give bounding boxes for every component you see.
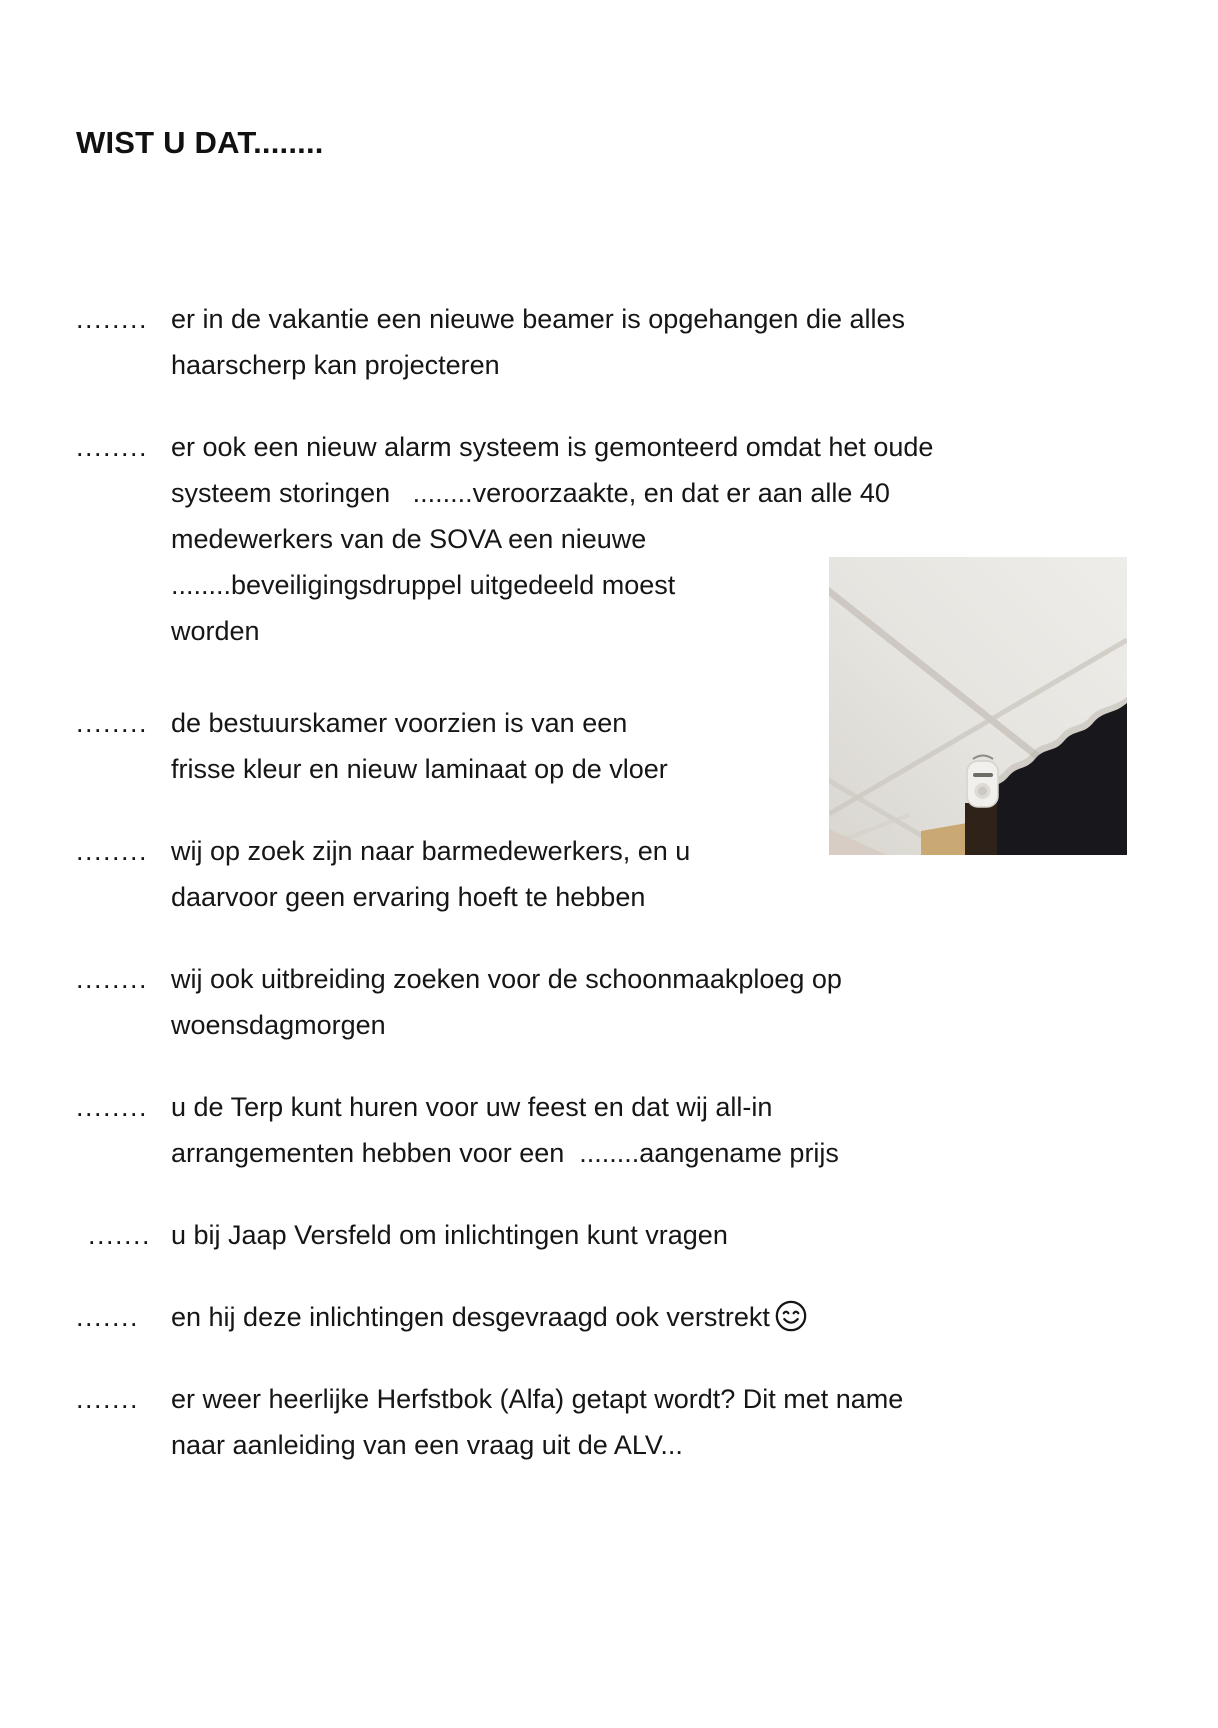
- text-line: wij ook uitbreiding zoeken voor de schoonmaakploeg op: [171, 964, 842, 994]
- text-line: wij op zoek zijn naar barmedewerkers, en u: [171, 836, 691, 866]
- text-line: de bestuurskamer voorzien is van een: [171, 708, 628, 738]
- item-leader-dots: .......: [76, 1384, 140, 1414]
- item-leader-dots: .......: [76, 1302, 140, 1332]
- ceiling-sensor-photo: [829, 557, 1127, 855]
- text-line: haarscherp kan projecteren: [171, 350, 500, 380]
- text-line: arrangementen hebben voor een ........aangename prijs: [171, 1138, 839, 1168]
- item-text: [171, 1084, 1036, 1176]
- list-item: [76, 296, 1036, 388]
- item-leader-dots: ........: [76, 304, 149, 334]
- list-item: [76, 1212, 1036, 1258]
- text-line: u bij Jaap Versfeld om inlichtingen kunt vragen: [171, 1220, 728, 1250]
- item-leader-dots: ........: [76, 836, 149, 866]
- item-text: [171, 1212, 1036, 1258]
- text-line: worden: [171, 616, 260, 646]
- item-text: [171, 296, 1036, 388]
- smiling-face-icon: [774, 1299, 808, 1333]
- list-item: [76, 1376, 1036, 1468]
- text-line: en hij deze inlichtingen desgevraagd ook verstrekt: [171, 1294, 1036, 1340]
- item-text: [171, 1294, 1036, 1340]
- text-line: er in de vakantie een nieuwe beamer is opgehangen die alles: [171, 304, 906, 334]
- text-line: er ook een nieuw alarm systeem is gemonteerd omdat het oude: [171, 432, 934, 462]
- item-leader-dots: ........: [76, 1092, 149, 1122]
- ceiling-photo-graphic: [829, 557, 1127, 855]
- motion-sensor-icon: [967, 756, 998, 808]
- item-leader-dots: .......: [88, 1220, 152, 1250]
- text-line: frisse kleur en nieuw laminaat op de vloer: [171, 754, 668, 784]
- list-item: [76, 1084, 1036, 1176]
- text-line: er weer heerlijke Herfstbok (Alfa) getapt wordt? Dit met name: [171, 1384, 904, 1414]
- text-line: naar aanleiding van een vraag uit de ALV...: [171, 1430, 683, 1460]
- item-text: [171, 1376, 1036, 1468]
- dark-door-band: [965, 803, 997, 855]
- text-line: woensdagmorgen: [171, 1010, 386, 1040]
- list-item: [76, 1294, 1036, 1340]
- text-line: u de Terp kunt huren voor uw feest en dat wij all-in: [171, 1092, 773, 1122]
- item-text: [171, 956, 1036, 1048]
- list-item: [76, 956, 1036, 1048]
- text-line: ........beveiligingsdruppel uitgedeeld moest: [171, 570, 676, 600]
- item-leader-dots: ........: [76, 964, 149, 994]
- page-title: WIST U DAT........: [76, 125, 324, 160]
- text-line: medewerkers van de SOVA een nieuwe: [171, 524, 647, 554]
- text-line: daarvoor geen ervaring hoeft te hebben: [171, 882, 646, 912]
- item-leader-dots: ........: [76, 432, 149, 462]
- item-leader-dots: ........: [76, 708, 149, 738]
- did-you-know-list: [76, 296, 1036, 1468]
- text-line: systeem storingen ........veroorzaakte, en dat er aan alle 40: [171, 478, 890, 508]
